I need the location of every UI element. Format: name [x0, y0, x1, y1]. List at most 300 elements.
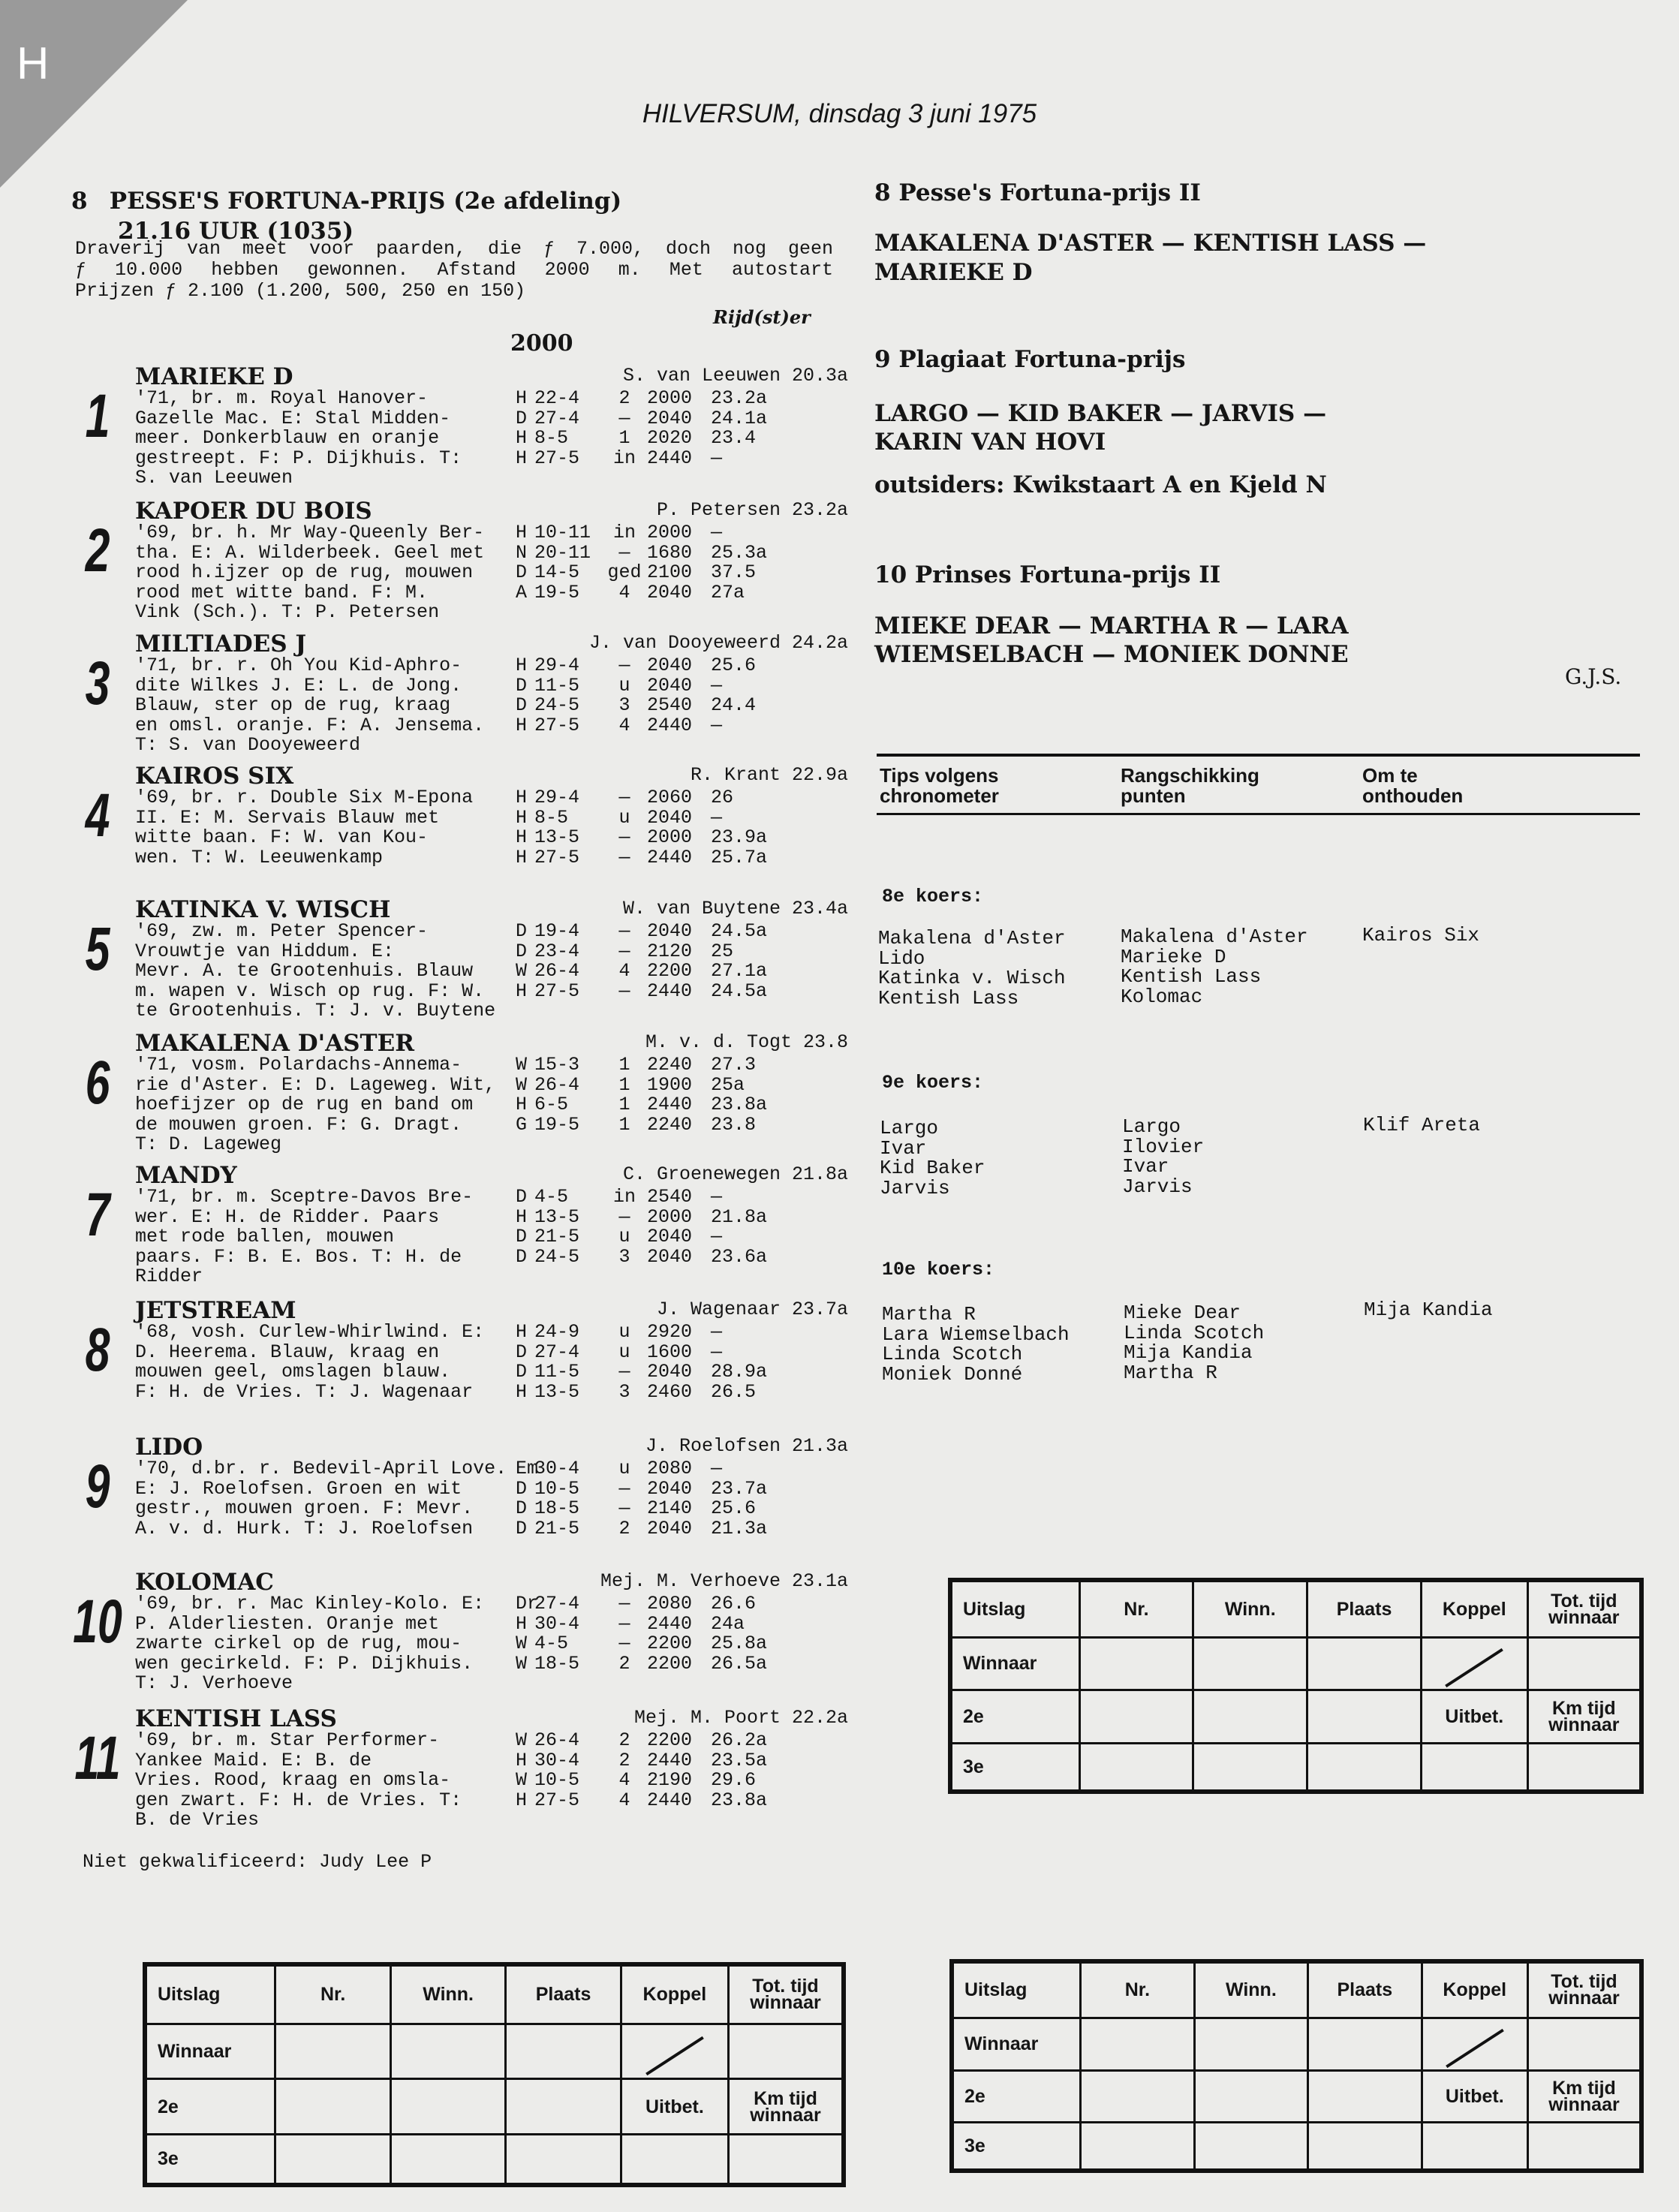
description-line: '70, d.br. r. Bedevil-April Love. [135, 1458, 507, 1479]
koppel-slash [621, 2024, 728, 2079]
track-code: H [516, 846, 528, 868]
horse-driver: J. Roelofsen 21.3a [645, 1435, 848, 1457]
horse-name: MARIEKE D [135, 363, 293, 390]
run-place: 4 [618, 1769, 630, 1791]
run-place: u [618, 674, 630, 697]
tweede-nr-cell[interactable] [1081, 2070, 1194, 2123]
description-line: '69, br. m. Star Performer- [135, 1729, 440, 1751]
horse-number: 2 [85, 516, 110, 585]
description-line: gestreept. F: P. Dijkhuis. T: [135, 447, 462, 469]
track-code: H [516, 427, 528, 449]
track-code: H [516, 1749, 528, 1771]
run-place: — [618, 1593, 630, 1615]
run-kmtime: — [711, 1226, 723, 1247]
horse-name: KATINKA V. WISCH [135, 896, 391, 923]
dateline: HILVERSUM, dinsdag 3 juni 1975 [642, 99, 1037, 128]
form-line [516, 696, 848, 716]
run-place: — [618, 1205, 630, 1228]
run-distance: 1680 [647, 541, 693, 564]
run-distance: 2000 [647, 522, 693, 543]
run-place: u [618, 1341, 630, 1363]
run-kmtime: 23.5a [711, 1749, 768, 1771]
track-code: Dr [516, 1593, 539, 1615]
track-code: H [516, 714, 528, 736]
run-date: 26-4 [534, 1729, 580, 1751]
run-place: 2 [618, 1652, 630, 1675]
tweede-winn-cell[interactable] [1194, 2070, 1307, 2123]
derde-nr-cell[interactable] [1081, 2123, 1194, 2171]
run-kmtime: 23.7a [711, 1477, 768, 1500]
corner-letter: H [17, 38, 50, 89]
form-line [516, 1247, 848, 1268]
run-place: u [618, 1321, 630, 1343]
run-date: 20-11 [534, 541, 591, 564]
run-date: 10-5 [534, 1477, 580, 1500]
run-place: — [618, 940, 630, 962]
description-line: zwarte cirkel op de rug, mou- [135, 1633, 462, 1654]
km-tijd-cell[interactable] [1527, 1743, 1641, 1792]
derde-winn-cell[interactable] [390, 2134, 505, 2185]
run-distance: 2040 [647, 655, 693, 676]
run-distance: 2040 [647, 1361, 693, 1383]
winnaar-nr-cell[interactable] [1079, 1637, 1193, 1690]
run-distance: 2540 [647, 1186, 693, 1208]
run-date: 18-5 [534, 1652, 580, 1675]
horse-description [135, 523, 555, 623]
run-date: 15-3 [534, 1054, 580, 1076]
tweede-plaats-cell[interactable] [1308, 2070, 1422, 2123]
track-code: D [516, 1517, 528, 1539]
description-line: D. Heerema. Blauw, kraag en [135, 1341, 440, 1363]
run-place: 1 [618, 427, 630, 449]
tot-tijd-header: Tot. tijd winnaar [729, 1964, 844, 2024]
derde-plaats-cell[interactable] [1308, 2123, 1422, 2171]
description-line: gestr., mouwen groen. F: Mevr. [135, 1497, 474, 1519]
uitbet-cell[interactable] [1422, 2123, 1527, 2171]
track-code: H [516, 655, 528, 676]
prediction-9-outsiders: outsiders: Kwikstaart A en Kjeld N [874, 471, 1327, 498]
run-date: 30-4 [534, 1612, 580, 1635]
horse-number: 8 [85, 1316, 110, 1384]
form-line [516, 1519, 848, 1539]
run-place: — [618, 826, 630, 848]
run-distance: 2000 [647, 1205, 693, 1228]
track-code: D [516, 1477, 528, 1500]
horse-driver: J. Wagenaar 23.7a [656, 1299, 848, 1320]
run-place: — [618, 787, 630, 808]
run-distance: 2200 [647, 960, 693, 982]
run-distance: 2920 [647, 1321, 693, 1343]
run-kmtime: 37.5 [711, 561, 757, 583]
track-code: D [516, 1226, 528, 1247]
prediction-9-pick: KARIN VAN HOVI [874, 429, 1106, 456]
form-line [516, 1459, 848, 1479]
track-code: H [516, 787, 528, 808]
horse-form [516, 1055, 848, 1135]
horse-name: JETSTREAM [135, 1297, 296, 1324]
tot-tijd-cell[interactable] [1527, 1637, 1641, 1690]
form-line [516, 1362, 848, 1383]
run-place: — [618, 541, 630, 564]
horse-number: 4 [85, 781, 110, 850]
description-line: mouwen geel, omslagen blauw. [135, 1361, 451, 1383]
prediction-10-pick: MIEKE DEAR — MARTHA R — LARA [874, 612, 1349, 640]
run-distance: 2000 [647, 826, 693, 848]
form-line [516, 982, 848, 1002]
run-distance: 1600 [647, 1341, 693, 1363]
winn-header: Winn. [1193, 1580, 1307, 1637]
description-line: T: S. van Dooyeweerd [135, 734, 361, 756]
horse-form [516, 1459, 848, 1539]
run-date: 29-4 [534, 787, 580, 808]
run-place: 2 [618, 1749, 630, 1771]
description-line: paars. F: B. E. Bos. T: H. de [135, 1245, 462, 1268]
horse-number: 5 [85, 915, 110, 983]
winn-header: Winn. [1194, 1961, 1307, 2018]
run-distance: 2100 [647, 561, 693, 583]
winnaar-winn-cell[interactable] [1193, 1637, 1307, 1690]
run-place: 3 [618, 1380, 630, 1403]
winnaar-nr-cell[interactable] [275, 2024, 390, 2079]
run-date: 11-5 [534, 674, 580, 697]
winnaar-nr-cell[interactable] [1081, 2018, 1194, 2070]
description-line: '71, vosm. Polardachs-Annema- [135, 1054, 462, 1076]
run-place: 2 [618, 1729, 630, 1751]
run-date: 19-4 [534, 920, 580, 942]
run-date: 24-5 [534, 694, 580, 716]
run-distance: 2040 [647, 581, 693, 603]
run-kmtime: 29.6 [711, 1769, 757, 1791]
koers-9-label: 9e koers: [882, 1072, 984, 1094]
plaats-header: Plaats [1307, 1580, 1422, 1637]
run-date: 27-5 [534, 714, 580, 736]
derde-label: 3e [145, 2134, 275, 2185]
run-place: — [618, 655, 630, 676]
tweede-label: 2e [145, 2079, 275, 2135]
tot-tijd-header: Tot. tijd winnaar [1527, 1580, 1641, 1637]
horse-name: MANDY [135, 1162, 237, 1189]
description-line: en omsl. oranje. F: A. Jensema. [135, 714, 485, 736]
derde-nr-cell[interactable] [1079, 1743, 1193, 1792]
run-place: — [618, 1633, 630, 1654]
run-date: 29-4 [534, 655, 580, 676]
run-kmtime: 25a [711, 1073, 745, 1096]
description-line: '69, br. r. Double Six M-Epona [135, 787, 474, 808]
horse-name: MILTIADES J [135, 630, 307, 658]
horse-form [516, 1187, 848, 1267]
horse-number: 3 [85, 649, 110, 718]
run-distance: 2080 [647, 1458, 693, 1479]
winnaar-plaats-cell[interactable] [506, 2024, 621, 2079]
km-tijd-header: Km tijd winnaar [1527, 1690, 1641, 1744]
run-place: u [618, 1226, 630, 1247]
form-line [516, 656, 848, 676]
tips-rule-top [877, 754, 1640, 757]
description-line: II. E: M. Servais Blauw met [135, 806, 440, 829]
uitbet-cell[interactable] [621, 2134, 728, 2185]
run-date: 27-5 [534, 846, 580, 868]
winnaar-label: Winnaar [952, 2018, 1081, 2070]
run-distance: 2200 [647, 1633, 693, 1654]
description-line: B. de Vries [135, 1809, 260, 1831]
form-line [516, 808, 848, 829]
run-date: 27-5 [534, 1789, 580, 1811]
derde-winn-cell[interactable] [1193, 1743, 1307, 1792]
run-kmtime: — [711, 1341, 723, 1363]
uitbet-label: Uitbet. [1421, 1690, 1527, 1744]
track-code: H [516, 1612, 528, 1635]
track-code: H [516, 1321, 528, 1343]
run-date: 21-5 [534, 1226, 580, 1247]
form-line [516, 409, 848, 429]
condition-line: Draverij van meet voor paarden, die ƒ 7.000, doch nog geen [75, 238, 833, 260]
form-line [516, 1380, 848, 1403]
run-date: 30-4 [534, 1749, 580, 1771]
distance-label: 2000 [510, 330, 573, 357]
race-time: 21.16 UUR (1035) [118, 218, 354, 245]
run-distance: 2040 [647, 1226, 693, 1247]
form-line [516, 1115, 848, 1136]
tweede-plaats-cell[interactable] [506, 2079, 621, 2135]
run-kmtime: 27.1a [711, 960, 768, 982]
koppel-header: Koppel [621, 1964, 728, 2024]
horse-description [135, 656, 555, 756]
track-code: W [516, 1054, 528, 1076]
run-date: 6-5 [534, 1094, 569, 1115]
track-code: W [516, 1769, 528, 1791]
description-line: dite Wilkes J. E: L. de Jong. [135, 674, 462, 697]
form-line [516, 1751, 848, 1771]
track-code: G [516, 1113, 528, 1136]
tweede-nr-cell[interactable] [275, 2079, 390, 2135]
tweede-label: 2e [950, 1690, 1079, 1744]
prediction-8-pick: MAKALENA D'ASTER — KENTISH LASS — [874, 230, 1427, 257]
run-place: in [612, 1186, 636, 1208]
track-code: W [516, 1652, 528, 1675]
form-line [516, 1499, 848, 1519]
run-kmtime: 26.5 [711, 1380, 757, 1403]
run-distance: 2120 [647, 940, 693, 962]
description-line: tha. E: A. Wilderbeek. Geel met [135, 541, 485, 564]
description-line: '68, vosh. Curlew-Whirlwind. E: [135, 1321, 485, 1343]
race-heading [71, 186, 844, 246]
run-date: 24-5 [534, 1245, 580, 1268]
description-line: gen zwart. F: H. de Vries. T: [135, 1789, 462, 1811]
form-line [516, 1073, 848, 1096]
horse-form [516, 523, 848, 603]
koppel-header: Koppel [1421, 1580, 1527, 1637]
form-line [516, 848, 848, 868]
run-kmtime: 25.3a [711, 541, 768, 564]
tweede-plaats-cell[interactable] [1307, 1690, 1422, 1744]
form-line [516, 942, 848, 962]
description-line: Mevr. A. te Grootenhuis. Blauw [135, 960, 474, 982]
track-code: D [516, 940, 528, 962]
winnaar-plaats-cell[interactable] [1307, 1637, 1422, 1690]
horse-form [516, 1323, 848, 1402]
run-date: 4-5 [534, 1633, 569, 1654]
track-code: A [516, 581, 528, 603]
tot-tijd-cell[interactable] [729, 2024, 844, 2079]
run-place: — [618, 980, 630, 1002]
description-line: E: J. Roelofsen. Groen en wit [135, 1477, 462, 1500]
description-line: de mouwen groen. F: G. Dragt. [135, 1113, 462, 1136]
run-date: 4-5 [534, 1186, 569, 1208]
form-line [516, 523, 848, 543]
winnaar-winn-cell[interactable] [1194, 2018, 1307, 2070]
derde-nr-cell[interactable] [275, 2134, 390, 2185]
form-line [516, 1205, 848, 1228]
run-place: 1 [618, 1113, 630, 1136]
nr-header: Nr. [1081, 1961, 1194, 2018]
run-distance: 2000 [647, 387, 693, 409]
horse-description [135, 389, 555, 489]
track-code: D [516, 407, 528, 429]
run-kmtime: 26.5a [711, 1652, 768, 1675]
form-line [516, 1095, 848, 1115]
run-place: 4 [618, 960, 630, 982]
run-place: u [618, 806, 630, 829]
run-distance: 2140 [647, 1497, 693, 1519]
run-date: 30-4 [534, 1458, 580, 1479]
tweede-winn-cell[interactable] [390, 2079, 505, 2135]
horse-driver: S. van Leeuwen 20.3a [622, 365, 848, 387]
run-kmtime: 25.7a [711, 846, 768, 868]
tweede-label: 2e [952, 2070, 1081, 2123]
description-line: '69, zw. m. Peter Spencer- [135, 920, 429, 942]
run-place: 4 [618, 1789, 630, 1811]
run-distance: 2080 [647, 1593, 693, 1615]
horse-description [135, 922, 555, 1022]
run-kmtime: 23.8 [711, 1113, 757, 1136]
run-distance: 2440 [647, 1094, 693, 1115]
horse-driver: J. van Dooyeweerd 24.2a [588, 632, 848, 654]
horse-description [135, 1055, 555, 1155]
plaats-header: Plaats [1308, 1961, 1422, 2018]
horse-number: 6 [85, 1049, 110, 1117]
winnaar-plaats-cell[interactable] [1308, 2018, 1422, 2070]
uitbet-cell[interactable] [1421, 1743, 1527, 1792]
run-distance: 2060 [647, 787, 693, 808]
form-line [516, 1055, 848, 1076]
form-line [516, 1771, 848, 1791]
derde-winn-cell[interactable] [1194, 2123, 1307, 2171]
track-code: H [516, 806, 528, 829]
horse-form [516, 922, 848, 1001]
horse-name: MAKALENA D'ASTER [135, 1030, 414, 1057]
run-kmtime: 27.3 [711, 1054, 757, 1076]
km-tijd-cell[interactable] [729, 2134, 844, 2185]
description-line: Vink (Sch.). T: P. Petersen [135, 601, 440, 623]
track-code: H [516, 826, 528, 848]
uitslag-header: Uitslag [145, 1964, 275, 2024]
koers-9-onthouden: Klif Areta [1363, 1114, 1481, 1136]
uitslag-header: Uitslag [950, 1580, 1079, 1637]
horse-form [516, 788, 848, 868]
run-place: 3 [618, 694, 630, 716]
track-code: D [516, 694, 528, 716]
km-tijd-header: Km tijd winnaar [1527, 2070, 1641, 2123]
form-line [516, 449, 848, 469]
run-date: 27-4 [534, 1593, 580, 1615]
horse-name: KENTISH LASS [135, 1705, 337, 1732]
description-line: met rode ballen, mouwen [135, 1226, 395, 1247]
description-line: meer. Donkerblauw en oranje [135, 427, 440, 449]
run-place: ged [607, 561, 642, 583]
run-place: 3 [618, 1245, 630, 1268]
run-date: 10-11 [534, 522, 591, 543]
not-qualified: Niet gekwalificeerd: Judy Lee P [83, 1851, 432, 1873]
run-kmtime: 26.6 [711, 1593, 757, 1615]
track-code: D [516, 1361, 528, 1383]
run-kmtime: 28.9a [711, 1361, 768, 1383]
track-code: H [516, 1789, 528, 1811]
horse-driver: M. v. d. Togt 23.8 [645, 1031, 848, 1053]
run-place: — [618, 1497, 630, 1519]
derde-plaats-cell[interactable] [1307, 1743, 1422, 1792]
km-tijd-cell[interactable] [1527, 2123, 1641, 2171]
horse-name: KAIROS SIX [135, 763, 294, 790]
track-code: W [516, 1633, 528, 1654]
horse-driver: P. Petersen 23.2a [656, 499, 848, 521]
form-line [516, 788, 848, 808]
winnaar-winn-cell[interactable] [390, 2024, 505, 2079]
horse-description [135, 1187, 555, 1287]
run-distance: 2200 [647, 1652, 693, 1675]
koers-8-label: 8e koers: [882, 886, 984, 907]
nr-header: Nr. [1079, 1580, 1193, 1637]
result-table [949, 1959, 1644, 2173]
run-kmtime: 25.8a [711, 1633, 768, 1654]
race-title: PESSE'S FORTUNA-PRIJS (2e afdeling) [109, 188, 622, 215]
run-kmtime: 21.3a [711, 1517, 768, 1539]
derde-label: 3e [950, 1743, 1079, 1792]
run-kmtime: 26.2a [711, 1729, 768, 1751]
derde-plaats-cell[interactable] [506, 2134, 621, 2185]
tot-tijd-cell[interactable] [1527, 2018, 1641, 2070]
run-kmtime: 23.6a [711, 1245, 768, 1268]
run-kmtime: 24.4 [711, 694, 757, 716]
run-place: 4 [618, 581, 630, 603]
form-line [516, 1343, 848, 1363]
run-kmtime: 24.5a [711, 920, 768, 942]
form-line [516, 543, 848, 564]
horse-form [516, 1731, 848, 1810]
tips-rule-bottom [877, 813, 1640, 815]
run-kmtime: — [711, 1321, 723, 1343]
run-distance: 2040 [647, 674, 693, 697]
tweede-winn-cell[interactable] [1193, 1690, 1307, 1744]
form-line [516, 1594, 848, 1615]
uitbet-label: Uitbet. [621, 2079, 728, 2135]
run-kmtime: — [711, 674, 723, 697]
form-line [516, 1187, 848, 1208]
form-line [516, 922, 848, 942]
form-line [516, 1791, 848, 1811]
form-line [516, 1323, 848, 1343]
horse-number: 1 [85, 382, 110, 450]
track-code: Em [516, 1458, 539, 1479]
track-code: H [516, 980, 528, 1002]
track-code: D [516, 1341, 528, 1363]
run-distance: 2200 [647, 1729, 693, 1751]
tweede-nr-cell[interactable] [1079, 1690, 1193, 1744]
run-distance: 2440 [647, 1789, 693, 1811]
horse-driver: R. Krant 22.9a [690, 764, 848, 786]
description-line: rood h.ijzer op de rug, mouwen [135, 561, 474, 583]
run-place: — [618, 920, 630, 942]
description-line: T: D. Lageweg [135, 1133, 282, 1155]
